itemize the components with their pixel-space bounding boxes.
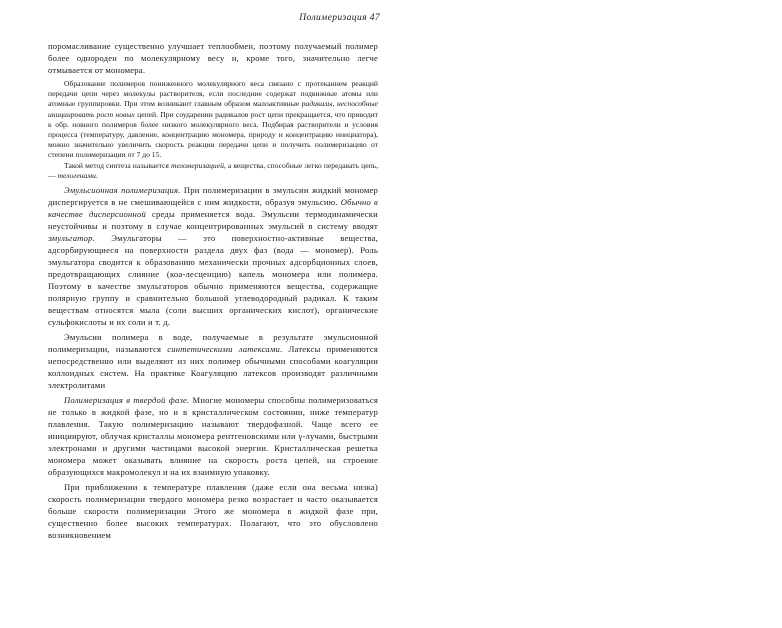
paragraph-latex: Эмульсии полимера в воде, получаемые в результате эмульсионной полимеризации, называются синтетическими латексами. Латексы применяются непосредственно или выделяют из них полимер обычными способами коагуляции коллоидных систем. На практике Коагуляцию латексов производят различными электролитами: [48, 332, 379, 391]
section-heading-solid-phase: Полимеризация в твердой фазе.: [64, 395, 190, 406]
running-header: Полимеризация 47: [299, 13, 380, 23]
paragraph-melting: При приближении к температуре плавления (даже если она весьма низка) скорость полимеризации твердого мономера резко возрастает и часто оказывается больше скорости полимеризации Этого же мономера в жидкой фазе при, существенно более высоких температурах. Полагают, что это обусловлено возникновением: [48, 482, 378, 541]
paragraph-3-small: Такой метод синтеза называется теломеризацией, а вещества, способные легко передавать цепь, — телогенами.: [48, 160, 378, 180]
paragraph-solid-phase: Полимеризация в твердой фазе. Многие мономеры способны полимеризоваться не только в жидкой фазе, но и в кристаллическом состоянии, ниже температур плавления. Такую полимеризацию называют твердофазной. Чаще всего ее инициируют, облучая кристаллы мономера рентгеновскими или γ-лучами, быстрыми электронами и другими частицами высокой энергии. Кристаллическая решетка мономера может оказывать влияние на скорость роста цепей, на строение образующихся макромолекул и на их взаимную упаковку.: [48, 395, 379, 478]
section-heading-emulsion: Эмульсионная полимеризация.: [64, 185, 181, 196]
paragraph-2-small: Образование полимеров пониженного молекулярного веса связано с протеканием реакций передачи цепи через молекулы растворителя, если последние содержат подвижные атомы или атомные группировки. При этом возникают главным образом малоактивные радикалы, неспособные инициировать рост новых цепей. При соударении радикалов рост цепи прекращается, что приводит к обр. новного полимеров более низкого молекулярного веса. Подбирая растворители и условия процесса (температуру, давление, концентрацию мономера, природу и концентрацию инициатора), можно значительно увеличить скорость реакции передачи цепи и получить полимеризацию от степени полимеризации от 7 до 15.: [48, 79, 378, 160]
paragraph-emulsion: Эмульсионная полимеризация. При полимеризации в эмульсии жидкий мономер диспергируется в не смешивающейся с ним жидкости, образуя эмульсию. Обычно в качестве дисперсионной среды применяется вода. Эмульсии термодинамически неустойчивы и поэтому в случае концентрированных эмульсий в систему вводят эмульгатор. Эмульгаторы — это поверхностно-активные вещества, адсорбирующиеся на поверхности раздела двух фаз (вода — мономер). Роль эмульгатора сводится к образованию механически прочных адсорбционных слоев, предотвращающих слияние (коа-лесценцию) капель мономера или полимера. Поэтому в качестве эмульгаторов обычно применяются вещества, содержащие полярную группу и сравнительно большой углеводородный радикал. К таким веществам относятся мыла (соли высших органических кислот), органические сульфокислоты и их соли и т. д.: [48, 185, 378, 328]
paragraph-1: поромасливание существенно улучшает теплообмен, поэтому получаемый полимер более однороден по молекулярному весу и, кроме того, значительно легче отмывается от мономера.: [48, 41, 378, 75]
text-column: [48, 40, 378, 541]
